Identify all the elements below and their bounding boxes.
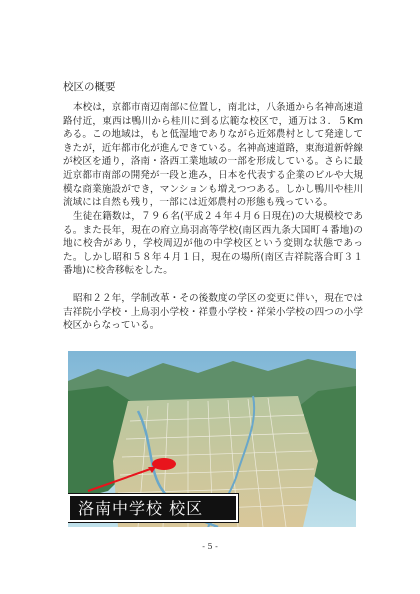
page-number: - 5 - <box>202 542 218 551</box>
map-caption: 洛南中学校 校区 <box>78 499 204 518</box>
section-heading: 校区の概要 <box>63 81 116 93</box>
paragraph-school-district: 昭和２２年，学制改革・その後数度の学区の変更に伴い，現在では吉祥院小学校・上鳥羽小学校・祥豊小学校・祥栄小学校の四つの小学校区からなっている。 <box>63 293 363 332</box>
district-map <box>68 351 356 527</box>
map-caption-box <box>68 494 238 522</box>
paragraph-enrollment: 生徒在籍数は，７９６名(平成２４年４月６日現在)の大規模校である。また長年，現在の府立鳥羽高等学校(南区西九条大国町４番地)の地に校舎があり，学校周辺が他の中学校区という変則な状態であった。しかし昭和５８年４月１日，現在の場所(南区吉祥院落合町３１番地)に校舎移転をした。 <box>63 211 363 277</box>
paragraph-overview: 本校は，京都市南辺南部に位置し，南北は，八条通から名神高速道路付近，東西は鴨川から桂川に到る広範な校区で，通万は３．５Kmある。この地域は，もと低湿地でありながら近郊農村として発達してきたが，近年都市化が進んできている。名神高速道路，東海道新幹線が校区を通り，洛南・洛西工業地域の一部を形成している。さらに最近京都市南部の開発が一段と進み，日本を代表する企業のビルや大規模な商業施設ができ，マンションも増えつつある。しかし鴨川や桂川流域には自然も残り，一部には近郊農村の形態も残っている。 <box>63 102 363 209</box>
